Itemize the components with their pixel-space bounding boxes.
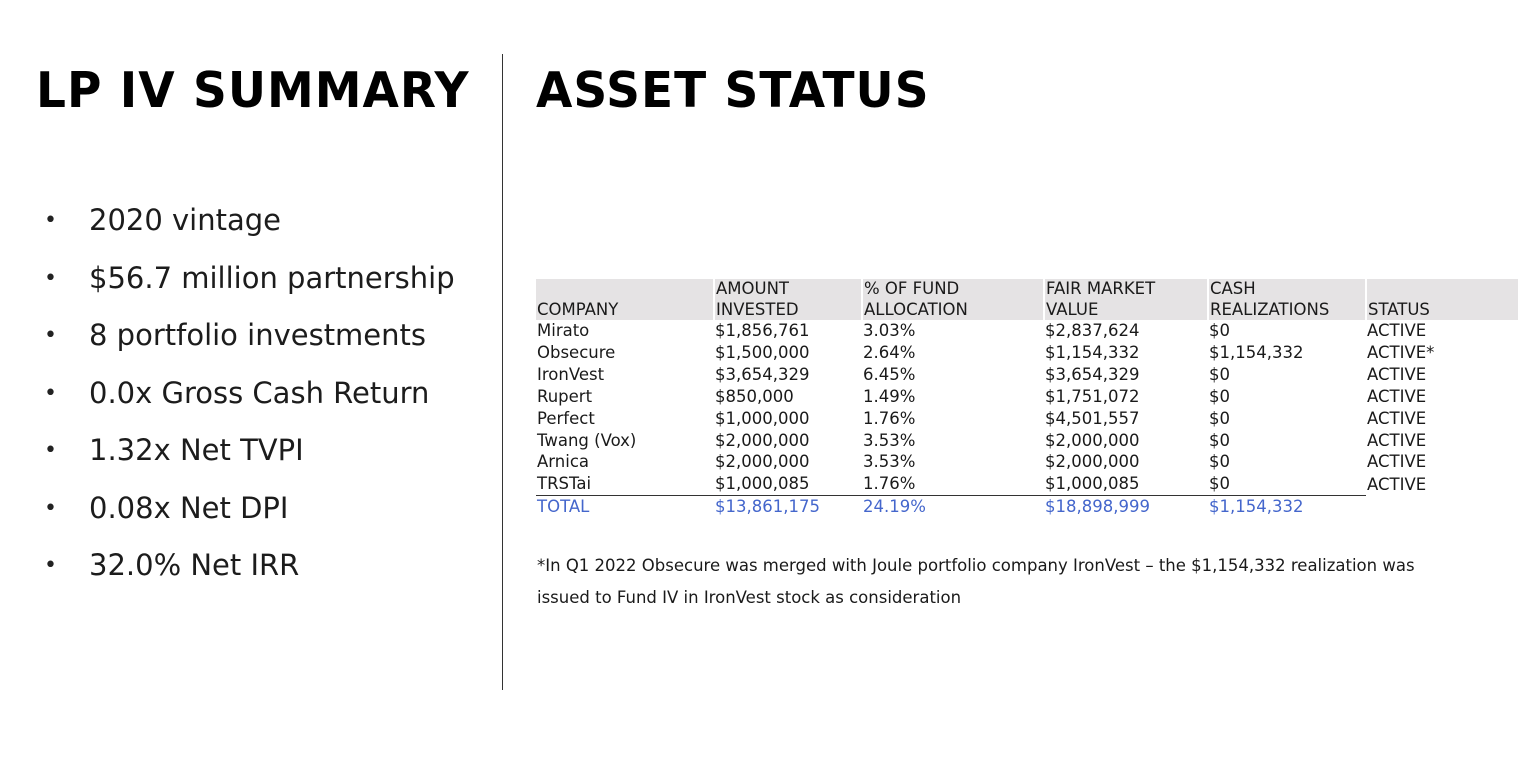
bullet-dot-icon: • <box>44 380 57 406</box>
column-header-line1 <box>1368 279 1518 300</box>
column-header-line1: AMOUNT <box>716 279 790 298</box>
table-cell-cash-realizations: $0 <box>1209 408 1230 428</box>
summary-bullet-text: 8 portfolio investments <box>89 318 427 352</box>
column-header-line2: ALLOCATION <box>864 299 968 319</box>
total-cell-fair-market-value: $18,898,999 <box>1044 496 1208 518</box>
vertical-divider <box>502 54 503 690</box>
table-cell-fund-allocation: 1.49% <box>863 386 916 406</box>
summary-bullet-text: 32.0% Net IRR <box>89 548 300 582</box>
column-header-status <box>1366 279 1518 320</box>
summary-bullet-text: 1.32x Net TVPI <box>89 433 304 467</box>
column-header-line2: COMPANY <box>537 299 619 319</box>
table-cell-cash-realizations: $0 <box>1209 321 1230 340</box>
table-row <box>536 342 1518 364</box>
table-cell-fund-allocation: 1.76% <box>863 474 916 494</box>
summary-bullet-text: 0.08x Net DPI <box>89 490 289 525</box>
column-header-fund-allocation <box>862 279 1044 320</box>
table-header-row <box>536 279 1518 320</box>
column-header-line1 <box>537 279 713 300</box>
table-cell-fund-allocation: 3.53% <box>863 430 916 450</box>
bullet-dot-icon: • <box>44 438 57 463</box>
table-total-row <box>536 496 1518 518</box>
table-cell-amount-invested: $1,500,000 <box>715 342 810 362</box>
summary-bullet-item <box>44 486 455 544</box>
table-cell-amount-invested: $1,856,761 <box>715 321 810 340</box>
table-cell-amount-invested: $1,000,085 <box>715 474 810 494</box>
table-cell-amount-invested: $1,000,000 <box>715 408 810 428</box>
column-header-amount-invested <box>714 279 862 320</box>
column-header-line2: STATUS <box>1368 299 1430 319</box>
table-cell-status: ACTIVE <box>1367 430 1427 450</box>
bullet-dot-icon: • <box>44 265 57 291</box>
column-header-line1: CASH <box>1210 279 1256 298</box>
table-cell-company: Rupert <box>537 386 593 406</box>
table-row <box>536 430 1518 452</box>
table-cell-amount-invested: $2,000,000 <box>715 452 810 472</box>
table-row <box>536 451 1518 473</box>
table-cell-amount-invested: $3,654,329 <box>715 364 810 384</box>
table-cell-status: ACTIVE <box>1367 408 1427 428</box>
table-cell-status: ACTIVE <box>1367 321 1427 340</box>
table-cell-status: ACTIVE* <box>1367 342 1435 362</box>
total-cell-cash-realizations: $1,154,332 <box>1208 496 1366 518</box>
total-cell-status <box>1366 496 1518 518</box>
column-header-line2: INVESTED <box>716 299 799 319</box>
table-row <box>536 386 1518 408</box>
summary-bullet-list <box>44 198 455 601</box>
table-cell-fair-market-value: $1,751,072 <box>1045 386 1140 406</box>
table-cell-fair-market-value: $2,000,000 <box>1045 452 1140 472</box>
table-cell-cash-realizations: $0 <box>1209 364 1230 384</box>
table-cell-company: Obsecure <box>537 342 616 362</box>
asset-status-title: ASSET STATUS <box>536 62 930 120</box>
column-header-fair-market-value <box>1044 279 1208 320</box>
table-cell-status: ACTIVE <box>1367 364 1427 384</box>
table-cell-fund-allocation: 6.45% <box>863 364 916 384</box>
table-cell-fair-market-value: $2,837,624 <box>1045 321 1140 340</box>
table-cell-status: ACTIVE <box>1367 474 1427 494</box>
bullet-dot-icon: • <box>44 553 57 578</box>
asset-status-table <box>536 279 1518 518</box>
summary-bullet-item <box>44 428 455 486</box>
summary-bullet-item <box>44 256 455 314</box>
table-cell-cash-realizations: $0 <box>1209 452 1230 472</box>
column-header-cash-realizations <box>1208 279 1366 320</box>
table-cell-company: Twang (Vox) <box>537 430 637 450</box>
summary-bullet-item <box>44 543 455 601</box>
bullet-dot-icon: • <box>44 323 57 348</box>
column-header-company <box>536 279 714 320</box>
summary-title: LP IV SUMMARY <box>36 62 470 120</box>
column-header-line2: REALIZATIONS <box>1210 299 1330 319</box>
table-cell-fund-allocation: 2.64% <box>863 342 916 362</box>
total-cell-company: TOTAL <box>536 496 714 518</box>
table-row <box>536 364 1518 386</box>
table-row <box>536 408 1518 430</box>
table-cell-fair-market-value: $1,000,085 <box>1045 474 1140 494</box>
footnote: *In Q1 2022 Obsecure was merged with Joule portfolio company IronVest – the $1,154,332 realization was issued to Fund IV in IronVest stock as consideration <box>537 556 1415 607</box>
bullet-dot-icon: • <box>44 208 57 233</box>
column-header-line1: % OF FUND <box>864 279 960 298</box>
table-cell-fund-allocation: 3.53% <box>863 452 916 472</box>
table-cell-cash-realizations: $0 <box>1209 430 1230 450</box>
total-cell-fund-allocation: 24.19% <box>862 496 1044 518</box>
table-cell-status: ACTIVE <box>1367 452 1427 472</box>
table-cell-fair-market-value: $1,154,332 <box>1045 342 1140 362</box>
summary-bullet-item <box>44 198 455 256</box>
table-cell-amount-invested: $850,000 <box>715 386 794 406</box>
table-cell-cash-realizations: $1,154,332 <box>1209 342 1304 362</box>
table-cell-fair-market-value: $3,654,329 <box>1045 364 1140 384</box>
table-row <box>536 320 1518 342</box>
table-cell-fair-market-value: $2,000,000 <box>1045 430 1140 450</box>
table-cell-company: Perfect <box>537 408 595 428</box>
summary-bullet-item <box>44 371 455 429</box>
table-cell-fund-allocation: 1.76% <box>863 408 916 428</box>
summary-bullet-item <box>44 313 455 371</box>
table-cell-company: TRSTai <box>537 474 592 494</box>
table-row <box>536 473 1518 495</box>
table-body <box>536 320 1518 518</box>
table-cell-amount-invested: $2,000,000 <box>715 430 810 450</box>
table-cell-fund-allocation: 3.03% <box>863 321 916 340</box>
summary-bullet-text: 0.0x Gross Cash Return <box>89 375 430 410</box>
table-cell-cash-realizations: $0 <box>1209 474 1230 494</box>
table-cell-status: ACTIVE <box>1367 386 1427 406</box>
table-cell-fair-market-value: $4,501,557 <box>1045 408 1140 428</box>
total-cell-amount-invested: $13,861,175 <box>714 496 862 518</box>
bullet-dot-icon: • <box>44 495 57 521</box>
column-header-line1: FAIR MARKET <box>1046 279 1156 298</box>
table-cell-company: Arnica <box>537 452 590 472</box>
table-cell-cash-realizations: $0 <box>1209 386 1230 406</box>
summary-bullet-text: 2020 vintage <box>89 203 282 237</box>
table-cell-company: Mirato <box>537 321 590 340</box>
summary-bullet-text: $56.7 million partnership <box>89 260 455 295</box>
table-cell-company: IronVest <box>537 364 605 384</box>
column-header-line2: VALUE <box>1046 299 1099 319</box>
